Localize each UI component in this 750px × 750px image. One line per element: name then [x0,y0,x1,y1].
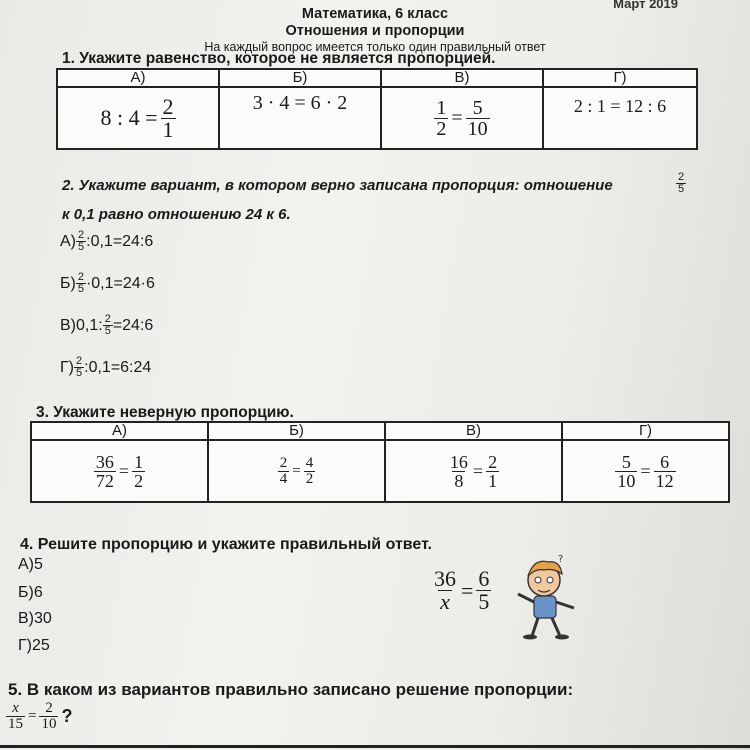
q2-c-label: В)0,1: [60,316,103,334]
q2-b-num: 2 [77,271,84,283]
q2-a-label: А) [60,232,76,250]
q3-c-eq: = [472,461,484,481]
q2-line1-text: 2. Укажите вариант, в котором верно записана пропорция: отношение [62,177,613,194]
instructions-note: На каждый вопрос имеется только один правильный ответ [204,40,546,54]
q3-d-d2: 12 [655,471,674,491]
q3-c-d2: 1 [488,471,498,491]
q4-eq-sign: = [461,577,474,603]
q2-c-rest: =24:6 [112,316,154,334]
q5-eq-sign: = [28,708,37,724]
q3-d-n1: 5 [621,452,631,472]
q3-label-a: А) [31,422,208,440]
q1-label-c: В) [381,69,543,87]
q3-b-d1: 4 [279,471,288,487]
q4-eq-d1: x [440,589,450,614]
q3-title: 3. Укажите неверную пропорцию. [36,404,294,421]
q2-d-num: 2 [76,355,83,367]
q3-d-n2: 6 [660,452,670,472]
q1-label-a: А) [57,69,219,87]
q3-option-c[interactable] [385,440,562,502]
q2-line2: к 0,1 равно отношению 24 к 6. [62,206,291,223]
q3-a-d2: 2 [134,471,144,491]
q3-label-c: В) [385,422,562,440]
q2-b-den: 5 [77,283,84,295]
q5-eq-n2: 2 [45,700,53,716]
q2-d-rest: :0,1=6:24 [84,358,152,376]
cartoon-character-illustration [508,550,588,640]
q3-label-b: Б) [208,422,385,440]
q3-a-eq: = [118,461,130,481]
q5-equation [6,700,72,732]
q1-option-a[interactable] [57,87,219,149]
q1-c-d1: 2 [436,118,447,140]
q3-c-d1: 8 [454,471,464,491]
q2-fraction [676,172,686,195]
q2-option-b[interactable] [60,272,155,295]
q4-eq-n2: 6 [478,566,490,591]
q3-b-n2: 4 [305,455,314,471]
q2-a-rest: :0,1=24:6 [86,232,154,250]
q3-option-d[interactable] [562,440,729,502]
q3-b-n1: 2 [279,455,288,471]
q3-label-d: Г) [562,422,729,440]
q3-a-n2: 1 [134,452,144,472]
svg-text:?: ? [558,554,564,565]
date-label: Март 2019 [613,0,678,11]
q1-a-left: 8 : 4 = [100,105,158,130]
q1-c-eq: = [451,107,463,129]
q2-d-label: Г) [60,358,74,376]
q2-option-c[interactable] [60,314,153,337]
q1-a-den: 1 [162,116,174,142]
q2-a-den: 5 [78,241,85,253]
q2-c-num: 2 [104,313,111,325]
q3-d-d1: 10 [617,471,636,491]
q3-c-n1: 16 [449,452,468,472]
q5-eq-n1: x [12,700,19,716]
q5-table-top-border [0,745,750,748]
q5-eq-d1: 15 [8,716,23,732]
q3-a-d1: 72 [95,471,114,491]
q2-line1 [62,177,613,194]
q1-a-num: 2 [162,93,174,119]
q2-a-num: 2 [78,229,85,241]
q1-label-d: Г) [543,69,697,87]
q1-option-d[interactable]: 2 : 1 = 12 : 6 [543,87,697,149]
q5-title: 5. В каком из вариантов правильно записано решение пропорции: [8,680,574,699]
q2-d-den: 5 [76,367,83,379]
q3-c-n2: 2 [488,452,498,472]
q2-b-rest: ·0,1=24·6 [85,274,155,292]
q4-title: 4. Решите пропорцию и укажите правильный ответ. [20,536,432,553]
q2-frac-den: 5 [678,183,685,195]
q2-option-a[interactable] [60,230,153,253]
q1-title: 1. Укажите равенство, которое не является пропорцией. [62,50,496,67]
q1-c-d2: 10 [467,118,488,140]
q2-b-label: Б) [60,274,76,292]
q2-frac-num: 2 [678,171,685,183]
q2-option-d[interactable] [60,356,151,379]
q3-table [30,421,730,503]
q4-option-b[interactable]: Б)6 [18,584,43,601]
q4-option-c[interactable]: В)30 [18,610,52,627]
q1-option-b[interactable]: 3 · 4 = 6 · 2 [219,87,381,149]
q1-label-b: Б) [219,69,381,87]
q4-eq-d2: 5 [478,589,490,614]
q3-option-a[interactable] [31,440,208,502]
q1-c-n1: 1 [436,97,447,119]
q3-option-b[interactable] [208,440,385,502]
q4-eq-n1: 36 [434,566,456,591]
q4-option-a[interactable]: А)5 [18,556,43,573]
q3-d-eq: = [640,461,651,481]
q1-c-n2: 5 [472,97,483,119]
q3-b-eq: = [292,463,301,479]
q1-table [56,68,698,150]
q3-b-d2: 2 [305,471,314,487]
q3-a-n1: 36 [95,452,114,472]
q2-c-den: 5 [104,325,111,337]
worksheet-subtitle: Отношения и пропорции [285,23,465,39]
q4-equation [432,566,491,613]
q5-question-mark: ? [61,706,73,726]
q4-option-d[interactable]: Г)25 [18,637,50,654]
q5-eq-d2: 10 [41,716,57,732]
worksheet-title: Математика, 6 класс [301,6,449,22]
q1-option-c[interactable] [381,87,543,149]
